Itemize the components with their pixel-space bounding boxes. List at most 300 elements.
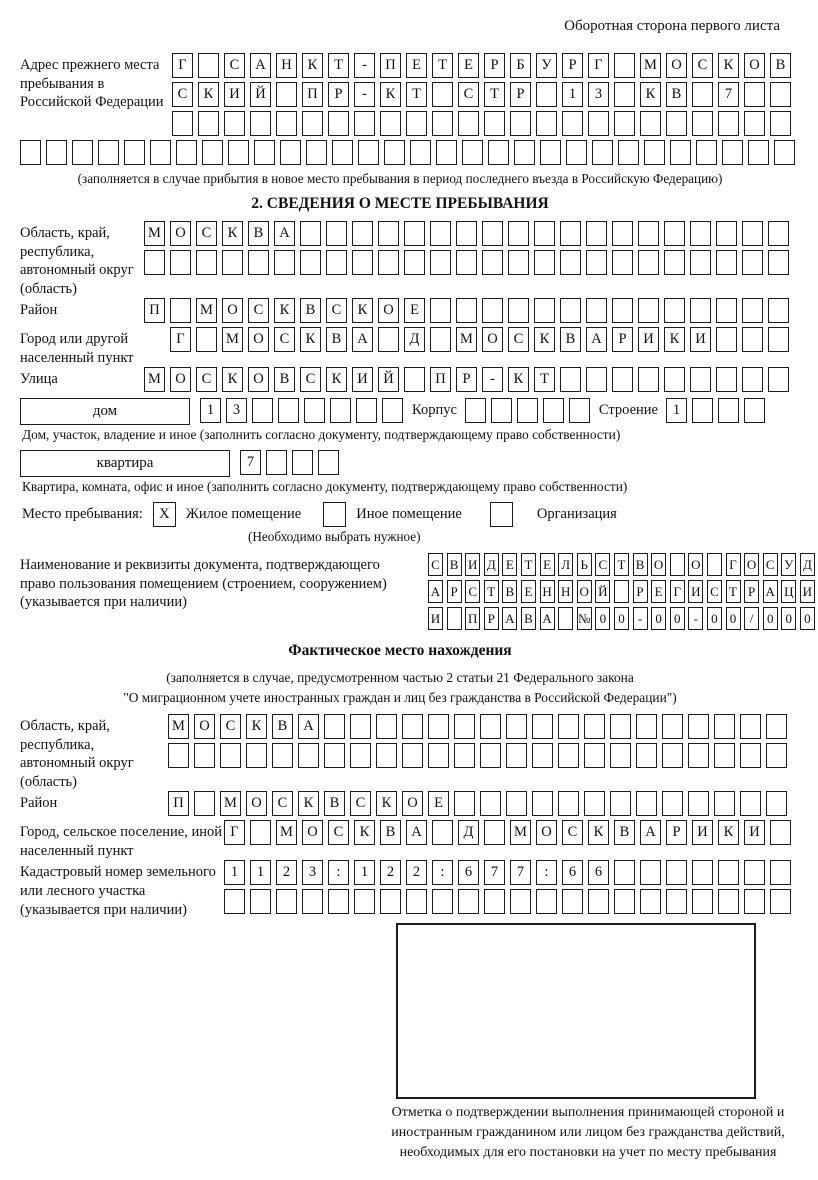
char-cell[interactable]: [690, 298, 711, 323]
char-cell[interactable]: [664, 250, 685, 275]
char-cell[interactable]: [614, 53, 635, 78]
char-cell[interactable]: -: [688, 607, 703, 630]
char-cell[interactable]: 7: [510, 860, 531, 885]
char-cell[interactable]: [144, 250, 165, 275]
char-cell[interactable]: [354, 889, 375, 914]
char-cell[interactable]: 1: [250, 860, 271, 885]
char-cell[interactable]: Р: [447, 580, 462, 603]
char-cell[interactable]: [558, 607, 573, 630]
char-cell[interactable]: [614, 82, 635, 107]
char-cell[interactable]: [534, 250, 555, 275]
char-cell[interactable]: [592, 140, 613, 165]
char-cell[interactable]: [534, 298, 555, 323]
char-cell[interactable]: Р: [456, 367, 477, 392]
char-cell[interactable]: [465, 398, 486, 423]
char-cell[interactable]: Е: [428, 791, 449, 816]
char-cell[interactable]: [560, 250, 581, 275]
char-cell[interactable]: [640, 889, 661, 914]
char-cell[interactable]: 0: [800, 607, 815, 630]
char-cell[interactable]: П: [302, 82, 323, 107]
char-cell[interactable]: [690, 250, 711, 275]
char-cell[interactable]: 0: [595, 607, 610, 630]
char-cell[interactable]: [540, 140, 561, 165]
char-cell[interactable]: Й: [250, 82, 271, 107]
char-cell[interactable]: [384, 140, 405, 165]
char-cell[interactable]: [558, 791, 579, 816]
char-cell[interactable]: 7: [484, 860, 505, 885]
char-cell[interactable]: [640, 111, 661, 136]
char-cell[interactable]: [714, 714, 735, 739]
char-cell[interactable]: К: [718, 820, 739, 845]
char-cell[interactable]: Т: [432, 53, 453, 78]
char-cell[interactable]: Т: [406, 82, 427, 107]
char-cell[interactable]: [584, 714, 605, 739]
char-cell[interactable]: [350, 743, 371, 768]
char-cell[interactable]: [636, 714, 657, 739]
char-cell[interactable]: [356, 398, 377, 423]
char-cell[interactable]: [484, 111, 505, 136]
char-cell[interactable]: Г: [670, 580, 685, 603]
char-cell[interactable]: О: [402, 791, 423, 816]
char-cell[interactable]: [662, 791, 683, 816]
char-cell[interactable]: А: [298, 714, 319, 739]
char-cell[interactable]: Д: [404, 327, 425, 352]
char-cell[interactable]: [638, 250, 659, 275]
char-cell[interactable]: [280, 140, 301, 165]
char-cell[interactable]: О: [651, 553, 666, 576]
char-cell[interactable]: К: [222, 221, 243, 246]
char-cell[interactable]: [744, 860, 765, 885]
char-cell[interactable]: [510, 111, 531, 136]
apartment-type-box[interactable]: квартира: [20, 450, 230, 477]
char-cell[interactable]: А: [428, 580, 443, 603]
char-cell[interactable]: [688, 714, 709, 739]
char-cell[interactable]: [690, 367, 711, 392]
char-cell[interactable]: [198, 53, 219, 78]
house-type-box[interactable]: дом: [20, 398, 190, 425]
char-cell[interactable]: [636, 743, 657, 768]
char-cell[interactable]: П: [465, 607, 480, 630]
char-cell[interactable]: [354, 111, 375, 136]
char-cell[interactable]: [666, 111, 687, 136]
char-cell[interactable]: О: [378, 298, 399, 323]
char-cell[interactable]: [222, 250, 243, 275]
char-cell[interactable]: [534, 221, 555, 246]
char-cell[interactable]: [744, 889, 765, 914]
char-cell[interactable]: [742, 367, 763, 392]
char-cell[interactable]: [562, 111, 583, 136]
char-cell[interactable]: О: [688, 553, 703, 576]
char-cell[interactable]: [324, 714, 345, 739]
char-cell[interactable]: [458, 889, 479, 914]
char-cell[interactable]: [292, 450, 313, 475]
char-cell[interactable]: [454, 743, 475, 768]
char-cell[interactable]: М: [510, 820, 531, 845]
char-cell[interactable]: [610, 743, 631, 768]
char-cell[interactable]: [150, 140, 171, 165]
checkbox-other-premises[interactable]: [323, 502, 346, 527]
char-cell[interactable]: [692, 860, 713, 885]
char-cell[interactable]: К: [198, 82, 219, 107]
char-cell[interactable]: [456, 298, 477, 323]
char-cell[interactable]: А: [586, 327, 607, 352]
char-cell[interactable]: [252, 398, 273, 423]
char-cell[interactable]: [250, 820, 271, 845]
char-cell[interactable]: [276, 889, 297, 914]
char-cell[interactable]: О: [744, 553, 759, 576]
char-cell[interactable]: [718, 889, 739, 914]
char-cell[interactable]: 2: [406, 860, 427, 885]
char-cell[interactable]: Т: [328, 53, 349, 78]
char-cell[interactable]: К: [640, 82, 661, 107]
char-cell[interactable]: [380, 111, 401, 136]
char-cell[interactable]: О: [248, 327, 269, 352]
char-cell[interactable]: [588, 111, 609, 136]
char-cell[interactable]: Е: [521, 580, 536, 603]
char-cell[interactable]: [332, 140, 353, 165]
char-cell[interactable]: 6: [458, 860, 479, 885]
char-cell[interactable]: [768, 327, 789, 352]
char-cell[interactable]: Р: [484, 607, 499, 630]
char-cell[interactable]: [378, 327, 399, 352]
char-cell[interactable]: [454, 714, 475, 739]
char-cell[interactable]: Б: [510, 53, 531, 78]
char-cell[interactable]: [692, 398, 713, 423]
char-cell[interactable]: Р: [562, 53, 583, 78]
char-cell[interactable]: [454, 791, 475, 816]
char-cell[interactable]: 0: [614, 607, 629, 630]
char-cell[interactable]: [172, 111, 193, 136]
char-cell[interactable]: Р: [633, 580, 648, 603]
char-cell[interactable]: Т: [521, 553, 536, 576]
char-cell[interactable]: 0: [707, 607, 722, 630]
char-cell[interactable]: А: [763, 580, 778, 603]
char-cell[interactable]: С: [458, 82, 479, 107]
char-cell[interactable]: [774, 140, 795, 165]
char-cell[interactable]: Й: [378, 367, 399, 392]
char-cell[interactable]: [536, 889, 557, 914]
char-cell[interactable]: [610, 714, 631, 739]
char-cell[interactable]: [202, 140, 223, 165]
char-cell[interactable]: 0: [651, 607, 666, 630]
char-cell[interactable]: [690, 221, 711, 246]
char-cell[interactable]: И: [690, 327, 711, 352]
char-cell[interactable]: И: [744, 820, 765, 845]
char-cell[interactable]: [456, 221, 477, 246]
char-cell[interactable]: [714, 791, 735, 816]
char-cell[interactable]: [707, 553, 722, 576]
char-cell[interactable]: А: [352, 327, 373, 352]
char-cell[interactable]: 1: [562, 82, 583, 107]
char-cell[interactable]: [430, 327, 451, 352]
char-cell[interactable]: А: [502, 607, 517, 630]
char-cell[interactable]: [170, 298, 191, 323]
char-cell[interactable]: [432, 82, 453, 107]
char-cell[interactable]: В: [447, 553, 462, 576]
char-cell[interactable]: В: [380, 820, 401, 845]
char-cell[interactable]: О: [536, 820, 557, 845]
char-cell[interactable]: [266, 450, 287, 475]
char-cell[interactable]: В: [502, 580, 517, 603]
char-cell[interactable]: [742, 298, 763, 323]
char-cell[interactable]: 1: [666, 398, 687, 423]
char-cell[interactable]: [170, 250, 191, 275]
char-cell[interactable]: А: [540, 607, 555, 630]
char-cell[interactable]: [517, 398, 538, 423]
char-cell[interactable]: [562, 889, 583, 914]
char-cell[interactable]: 0: [726, 607, 741, 630]
char-cell[interactable]: С: [300, 367, 321, 392]
char-cell[interactable]: [404, 221, 425, 246]
char-cell[interactable]: И: [352, 367, 373, 392]
char-cell[interactable]: [306, 140, 327, 165]
char-cell[interactable]: Е: [458, 53, 479, 78]
char-cell[interactable]: К: [352, 298, 373, 323]
char-cell[interactable]: [586, 221, 607, 246]
char-cell[interactable]: В: [560, 327, 581, 352]
char-cell[interactable]: О: [302, 820, 323, 845]
char-cell[interactable]: [722, 140, 743, 165]
char-cell[interactable]: Т: [534, 367, 555, 392]
char-cell[interactable]: [666, 889, 687, 914]
char-cell[interactable]: К: [380, 82, 401, 107]
char-cell[interactable]: :: [536, 860, 557, 885]
char-cell[interactable]: [588, 889, 609, 914]
char-cell[interactable]: Е: [406, 53, 427, 78]
char-cell[interactable]: [430, 298, 451, 323]
char-cell[interactable]: [664, 298, 685, 323]
char-cell[interactable]: [378, 250, 399, 275]
char-cell[interactable]: 6: [562, 860, 583, 885]
char-cell[interactable]: 2: [276, 860, 297, 885]
char-cell[interactable]: [220, 743, 241, 768]
char-cell[interactable]: [224, 889, 245, 914]
char-cell[interactable]: К: [664, 327, 685, 352]
char-cell[interactable]: 1: [354, 860, 375, 885]
char-cell[interactable]: [584, 743, 605, 768]
char-cell[interactable]: [428, 743, 449, 768]
char-cell[interactable]: [248, 250, 269, 275]
char-cell[interactable]: [480, 714, 501, 739]
char-cell[interactable]: -: [482, 367, 503, 392]
char-cell[interactable]: [740, 791, 761, 816]
char-cell[interactable]: [742, 250, 763, 275]
char-cell[interactable]: /: [744, 607, 759, 630]
char-cell[interactable]: Д: [800, 553, 815, 576]
char-cell[interactable]: [770, 860, 791, 885]
char-cell[interactable]: П: [380, 53, 401, 78]
char-cell[interactable]: [768, 221, 789, 246]
char-cell[interactable]: [358, 140, 379, 165]
char-cell[interactable]: [168, 743, 189, 768]
char-cell[interactable]: [560, 221, 581, 246]
char-cell[interactable]: О: [170, 367, 191, 392]
char-cell[interactable]: О: [744, 53, 765, 78]
char-cell[interactable]: [404, 367, 425, 392]
char-cell[interactable]: [740, 714, 761, 739]
char-cell[interactable]: М: [196, 298, 217, 323]
char-cell[interactable]: [768, 367, 789, 392]
char-cell[interactable]: [666, 860, 687, 885]
char-cell[interactable]: К: [354, 820, 375, 845]
char-cell[interactable]: С: [172, 82, 193, 107]
char-cell[interactable]: М: [220, 791, 241, 816]
char-cell[interactable]: В: [248, 221, 269, 246]
char-cell[interactable]: К: [298, 791, 319, 816]
char-cell[interactable]: [770, 889, 791, 914]
char-cell[interactable]: К: [376, 791, 397, 816]
char-cell[interactable]: [380, 889, 401, 914]
char-cell[interactable]: [447, 607, 462, 630]
char-cell[interactable]: [558, 714, 579, 739]
char-cell[interactable]: [536, 82, 557, 107]
char-cell[interactable]: [250, 111, 271, 136]
char-cell[interactable]: О: [246, 791, 267, 816]
char-cell[interactable]: О: [222, 298, 243, 323]
char-cell[interactable]: [250, 889, 271, 914]
checkbox-residential[interactable]: X: [153, 502, 176, 527]
char-cell[interactable]: [456, 250, 477, 275]
char-cell[interactable]: [664, 221, 685, 246]
char-cell[interactable]: Ь: [577, 553, 592, 576]
char-cell[interactable]: [98, 140, 119, 165]
char-cell[interactable]: К: [588, 820, 609, 845]
char-cell[interactable]: [428, 714, 449, 739]
char-cell[interactable]: [560, 298, 581, 323]
char-cell[interactable]: Т: [484, 82, 505, 107]
char-cell[interactable]: [612, 221, 633, 246]
char-cell[interactable]: Р: [744, 580, 759, 603]
char-cell[interactable]: [330, 398, 351, 423]
char-cell[interactable]: [194, 791, 215, 816]
char-cell[interactable]: [532, 714, 553, 739]
char-cell[interactable]: К: [300, 327, 321, 352]
char-cell[interactable]: [246, 743, 267, 768]
char-cell[interactable]: [584, 791, 605, 816]
char-cell[interactable]: К: [246, 714, 267, 739]
char-cell[interactable]: [402, 743, 423, 768]
char-cell[interactable]: М: [144, 367, 165, 392]
char-cell[interactable]: :: [328, 860, 349, 885]
char-cell[interactable]: [566, 140, 587, 165]
char-cell[interactable]: [318, 450, 339, 475]
char-cell[interactable]: О: [577, 580, 592, 603]
char-cell[interactable]: С: [595, 553, 610, 576]
char-cell[interactable]: Т: [614, 553, 629, 576]
char-cell[interactable]: [614, 580, 629, 603]
char-cell[interactable]: [688, 743, 709, 768]
char-cell[interactable]: А: [250, 53, 271, 78]
char-cell[interactable]: Г: [588, 53, 609, 78]
char-cell[interactable]: [278, 398, 299, 423]
char-cell[interactable]: Е: [404, 298, 425, 323]
char-cell[interactable]: М: [222, 327, 243, 352]
char-cell[interactable]: [378, 221, 399, 246]
char-cell[interactable]: [662, 714, 683, 739]
char-cell[interactable]: :: [432, 860, 453, 885]
char-cell[interactable]: [328, 889, 349, 914]
char-cell[interactable]: [532, 791, 553, 816]
char-cell[interactable]: [124, 140, 145, 165]
char-cell[interactable]: [770, 111, 791, 136]
char-cell[interactable]: [744, 398, 765, 423]
char-cell[interactable]: [276, 111, 297, 136]
char-cell[interactable]: [254, 140, 275, 165]
char-cell[interactable]: В: [521, 607, 536, 630]
char-cell[interactable]: О: [482, 327, 503, 352]
char-cell[interactable]: [640, 860, 661, 885]
char-cell[interactable]: В: [614, 820, 635, 845]
char-cell[interactable]: [716, 221, 737, 246]
char-cell[interactable]: [696, 140, 717, 165]
char-cell[interactable]: 3: [226, 398, 247, 423]
char-cell[interactable]: [274, 250, 295, 275]
char-cell[interactable]: [506, 791, 527, 816]
char-cell[interactable]: А: [640, 820, 661, 845]
char-cell[interactable]: И: [428, 607, 443, 630]
char-cell[interactable]: Т: [726, 580, 741, 603]
char-cell[interactable]: [194, 743, 215, 768]
char-cell[interactable]: [636, 791, 657, 816]
char-cell[interactable]: М: [640, 53, 661, 78]
char-cell[interactable]: [350, 714, 371, 739]
char-cell[interactable]: Г: [726, 553, 741, 576]
char-cell[interactable]: [770, 820, 791, 845]
char-cell[interactable]: [228, 140, 249, 165]
char-cell[interactable]: [692, 82, 713, 107]
char-cell[interactable]: Г: [170, 327, 191, 352]
char-cell[interactable]: [618, 140, 639, 165]
char-cell[interactable]: С: [562, 820, 583, 845]
char-cell[interactable]: [484, 820, 505, 845]
char-cell[interactable]: П: [168, 791, 189, 816]
char-cell[interactable]: [744, 82, 765, 107]
char-cell[interactable]: [768, 250, 789, 275]
char-cell[interactable]: К: [508, 367, 529, 392]
char-cell[interactable]: [614, 889, 635, 914]
char-cell[interactable]: В: [770, 53, 791, 78]
char-cell[interactable]: С: [196, 367, 217, 392]
char-cell[interactable]: О: [170, 221, 191, 246]
char-cell[interactable]: Е: [502, 553, 517, 576]
char-cell[interactable]: [510, 889, 531, 914]
char-cell[interactable]: В: [274, 367, 295, 392]
char-cell[interactable]: С: [692, 53, 713, 78]
char-cell[interactable]: О: [194, 714, 215, 739]
char-cell[interactable]: [670, 140, 691, 165]
char-cell[interactable]: В: [272, 714, 293, 739]
char-cell[interactable]: [716, 327, 737, 352]
char-cell[interactable]: [716, 250, 737, 275]
char-cell[interactable]: [508, 250, 529, 275]
char-cell[interactable]: [742, 327, 763, 352]
char-cell[interactable]: Р: [510, 82, 531, 107]
char-cell[interactable]: [586, 298, 607, 323]
char-cell[interactable]: Е: [651, 580, 666, 603]
char-cell[interactable]: К: [718, 53, 739, 78]
char-cell[interactable]: С: [465, 580, 480, 603]
char-cell[interactable]: -: [633, 607, 648, 630]
char-cell[interactable]: [410, 140, 431, 165]
char-cell[interactable]: А: [274, 221, 295, 246]
char-cell[interactable]: И: [224, 82, 245, 107]
char-cell[interactable]: [480, 791, 501, 816]
char-cell[interactable]: [382, 398, 403, 423]
char-cell[interactable]: О: [248, 367, 269, 392]
char-cell[interactable]: [482, 221, 503, 246]
char-cell[interactable]: 7: [718, 82, 739, 107]
char-cell[interactable]: П: [430, 367, 451, 392]
